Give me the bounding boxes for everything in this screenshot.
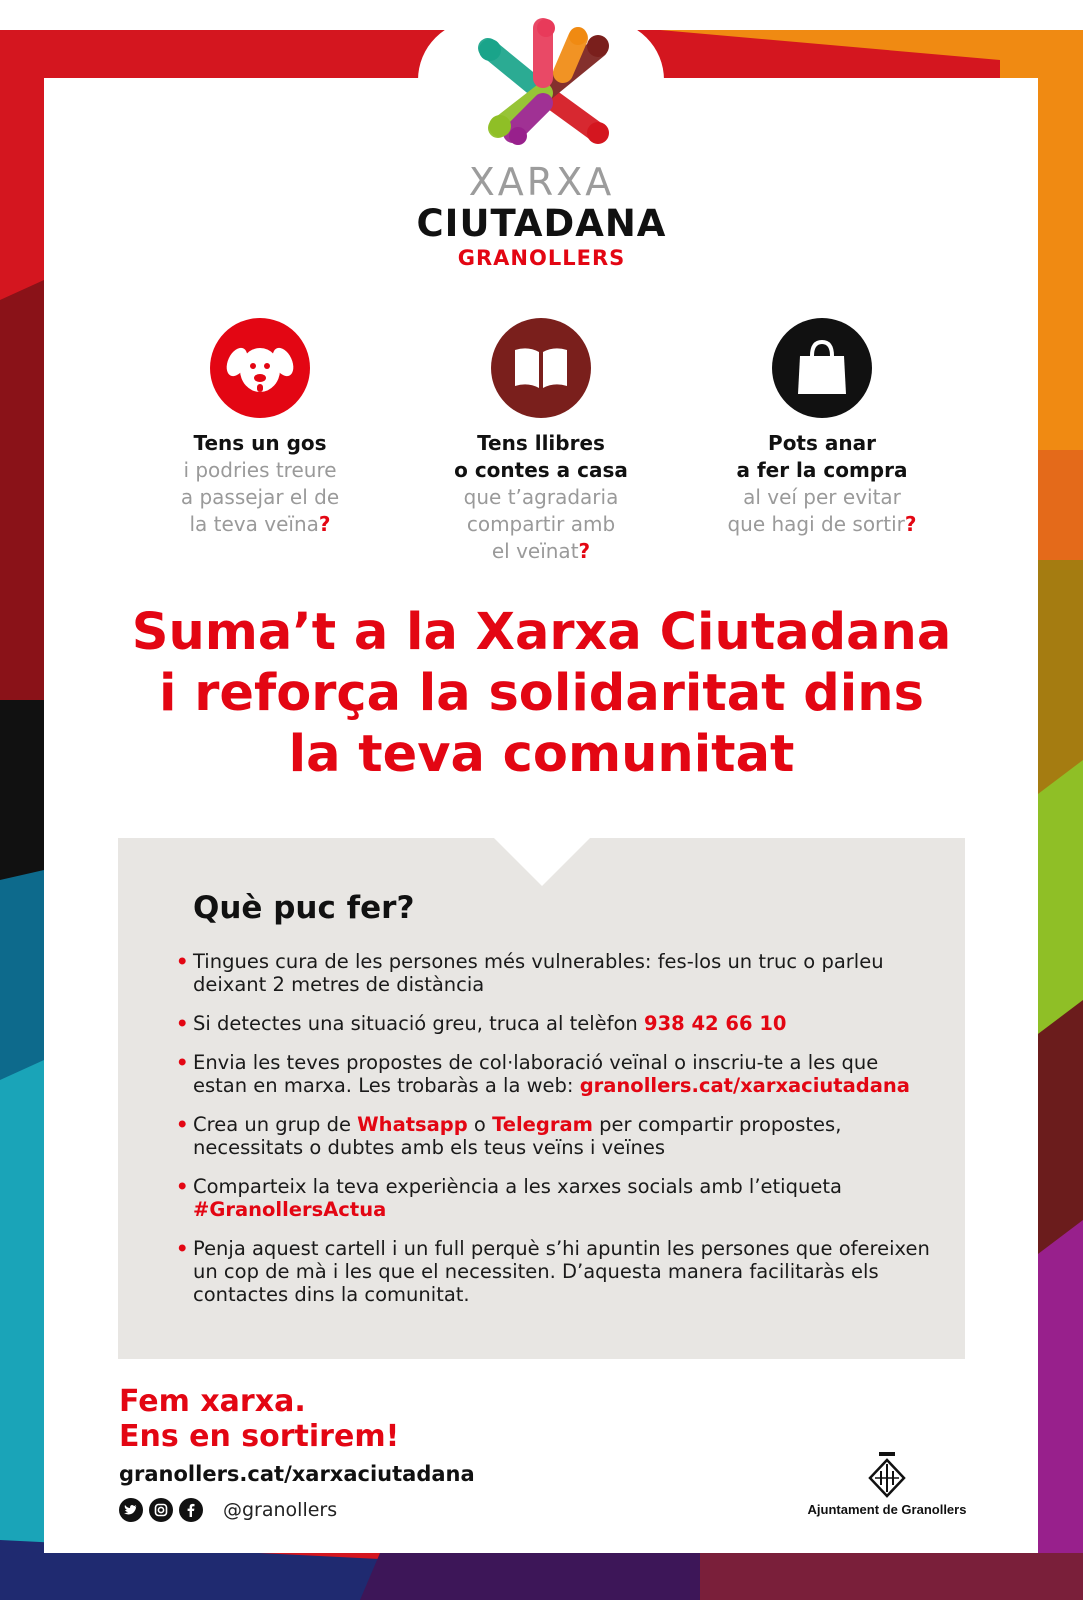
question-mark: ? (318, 512, 331, 536)
question-grey-line: el veïnat? (491, 539, 591, 563)
headline-line: Suma’t a la Xarxa Ciutadana (131, 603, 952, 662)
slogan-line: Ens en sortirem! (119, 1419, 400, 1454)
list-item: • Penja aquest cartell i un full perquè s’hi apuntin les persones que ofereixen un cop de mà i les que el necessiten. D’aquesta manera facilitaràs els contactes dins la comunitat. (176, 1237, 936, 1306)
headline-line: la teva comunitat (288, 725, 795, 784)
question-books (411, 430, 671, 565)
whatsapp-label: Whatsapp (357, 1113, 468, 1136)
telegram-label: Telegram (492, 1113, 593, 1136)
question-grey-line: i podries treure (183, 458, 337, 482)
question-grey-line: compartir amb (466, 512, 616, 536)
headline-line: i reforça la solidaritat dins (159, 664, 924, 723)
list-item: • Envia les teves propostes de col·laboració veïnal o inscriu-te a les que estan en marxa. Les trobaràs a la web: granollers.cat/xarxaciutadana (176, 1051, 936, 1097)
footer-slogan (119, 1384, 399, 1454)
council-coat-of-arms-icon (866, 1452, 908, 1498)
list-item: • Crea un grup de Whatsapp o Telegram per compartir propostes, necessitats o dubtes amb els teus veïns i veïnes (176, 1113, 936, 1159)
book-icon (491, 318, 591, 418)
question-mark: ? (904, 512, 917, 536)
dog-icon (210, 318, 310, 418)
action-list (176, 950, 936, 1322)
social-handle[interactable]: @granollers (223, 1499, 338, 1521)
question-grey-line: la teva veïna? (189, 512, 331, 536)
council-name: Ajuntament de Granollers (807, 1502, 967, 1517)
headline (60, 602, 1023, 785)
question-shopping (692, 430, 952, 538)
instagram-icon[interactable] (149, 1498, 173, 1522)
twitter-icon[interactable] (119, 1498, 143, 1522)
list-item: • Si detectes una situació greu, truca al telèfon 938 42 66 10 (176, 1012, 936, 1035)
question-grey-line: al veí per evitar (743, 485, 901, 509)
question-bold-line: Pots anar (768, 431, 876, 455)
facebook-icon[interactable] (179, 1498, 203, 1522)
web-link[interactable]: granollers.cat/xarxaciutadana (579, 1074, 910, 1097)
list-item: • Tingues cura de les persones més vulnerables: fes-los un truc o parleu deixant 2 metres de distància (176, 950, 936, 996)
panel-title: Què puc fer? (193, 890, 415, 926)
question-bold-line: Tens llibres (477, 431, 605, 455)
brand-title-xarxa: XARXA (468, 160, 615, 204)
xarxa-ciutadana-logo-icon (468, 18, 618, 146)
question-bold-line: a fer la compra (736, 458, 908, 482)
question-grey-line: a passejar el de (180, 485, 340, 509)
brand-title-granollers: GRANOLLERS (457, 246, 626, 270)
question-grey-line: que t’agradaria (463, 485, 619, 509)
list-item: • Comparteix la teva experiència a les xarxes socials amb l’etiqueta #GranollersActua (176, 1175, 936, 1221)
phone-number: 938 42 66 10 (644, 1012, 787, 1035)
question-dog (130, 430, 390, 538)
slogan-line: Fem xarxa. (119, 1384, 306, 1419)
question-bold-line: o contes a casa (454, 458, 628, 482)
question-grey-line: que hagi de sortir? (727, 512, 917, 536)
brand-title-ciutadana: CIUTADANA (416, 202, 667, 245)
social-links (119, 1498, 337, 1522)
footer-url[interactable]: granollers.cat/xarxaciutadana (119, 1462, 475, 1486)
question-bold-line: Tens un gos (193, 431, 327, 455)
hashtag: #GranollersActua (193, 1198, 387, 1221)
question-mark: ? (578, 539, 591, 563)
shopping-bag-icon (772, 318, 872, 418)
panel-notch (494, 838, 590, 886)
